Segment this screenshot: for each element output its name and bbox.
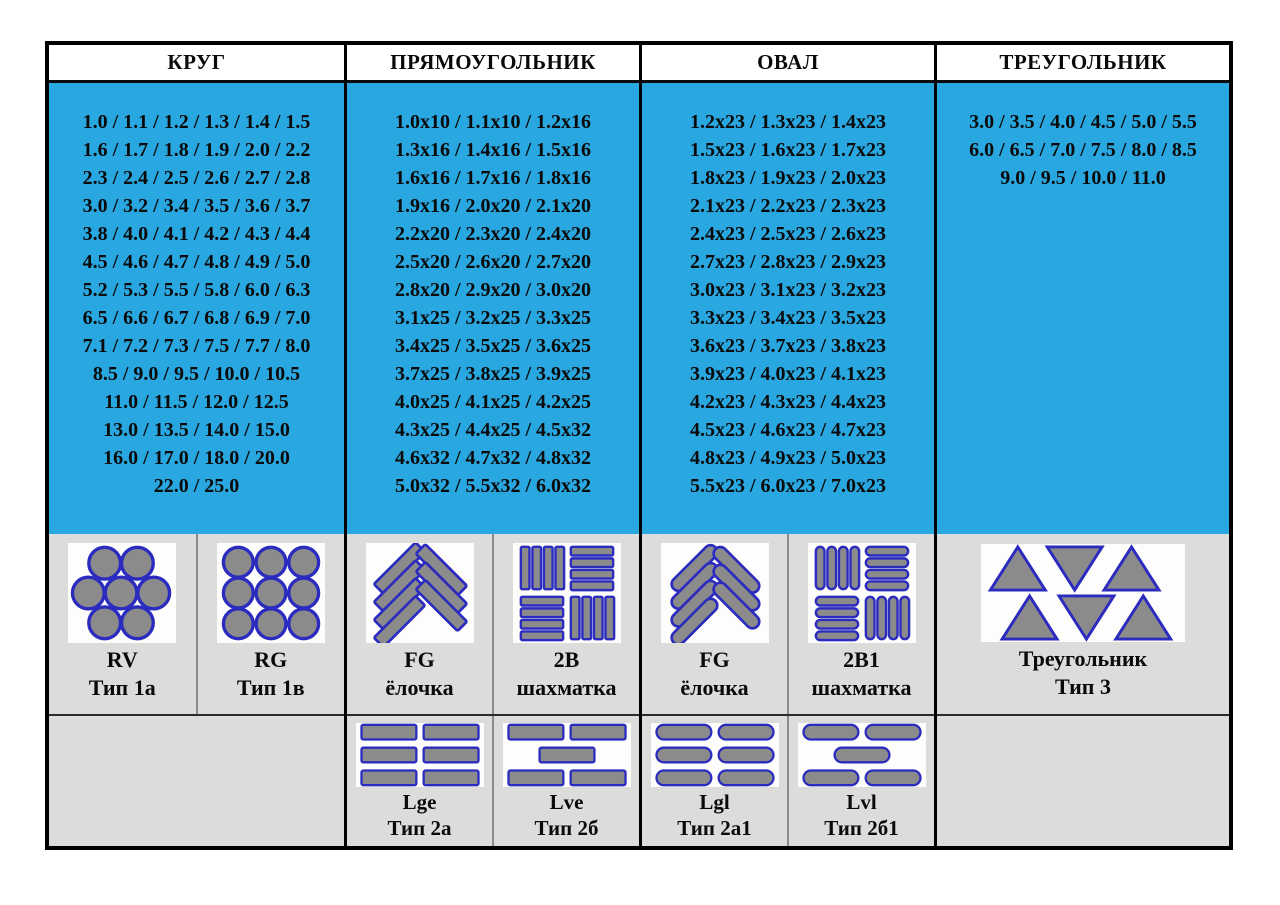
- size-line: 5.2 / 5.3 / 5.5 / 5.8 / 6.0 / 6.3: [82, 279, 311, 301]
- size-line: 2.1x23 / 2.2x23 / 2.3x23: [689, 195, 887, 217]
- column-header-triangle: ТРЕУГОЛЬНИК: [937, 45, 1229, 83]
- column-header-rectangle: ПРЯМОУГОЛЬНИК: [347, 45, 639, 83]
- pattern-type: Тип 1а: [88, 675, 156, 700]
- sizes-list-oval: [642, 83, 934, 534]
- pattern-type: Тип 2а1: [677, 816, 752, 840]
- stacked-bars-icon: [356, 723, 484, 787]
- column-triangle: [934, 45, 1229, 846]
- pattern-row2-circle-empty: [49, 716, 344, 846]
- size-line: 2.8x20 / 2.9x20 / 3.0x20: [394, 279, 592, 301]
- basketweave-icon: [513, 543, 621, 643]
- size-line: 3.4x25 / 3.5x25 / 3.6x25: [394, 335, 592, 357]
- shapes-patterns-table: [45, 41, 1233, 850]
- size-line: 4.6x32 / 4.7x32 / 4.8x32: [394, 447, 592, 469]
- basketweave-rounded-icon: [808, 543, 916, 643]
- staggered-bars-icon: [503, 723, 631, 787]
- size-line: 6.5 / 6.6 / 6.7 / 6.8 / 6.9 / 7.0: [82, 307, 311, 329]
- size-line: 3.7x25 / 3.8x25 / 3.9x25: [394, 363, 592, 385]
- pattern-code: Треугольник: [1018, 646, 1148, 671]
- sizes-list-triangle: [937, 83, 1229, 534]
- size-line: 1.3x16 / 1.4x16 / 1.5x16: [394, 139, 592, 161]
- size-line: 3.9x23 / 4.0x23 / 4.1x23: [689, 363, 887, 385]
- pattern-type: Тип 2а: [387, 816, 452, 840]
- size-line: 9.0 / 9.5 / 10.0 / 11.0: [1000, 167, 1166, 189]
- size-line: 16.0 / 17.0 / 18.0 / 20.0: [103, 447, 290, 469]
- triangles-icon: [981, 544, 1185, 642]
- pattern-code: RV: [106, 647, 138, 672]
- size-line: 7.1 / 7.2 / 7.3 / 7.5 / 7.7 / 8.0: [82, 335, 311, 357]
- size-line: 2.4x23 / 2.5x23 / 2.6x23: [689, 223, 887, 245]
- pattern-cell-2v1: [787, 534, 934, 714]
- size-line: 3.0 / 3.5 / 4.0 / 4.5 / 5.0 / 5.5: [969, 111, 1197, 133]
- size-line: 1.8x23 / 1.9x23 / 2.0x23: [689, 167, 887, 189]
- pattern-type: ёлочка: [385, 675, 454, 700]
- size-line: 11.0 / 11.5 / 12.0 / 12.5: [104, 391, 289, 413]
- size-line: 4.8x23 / 4.9x23 / 5.0x23: [689, 447, 887, 469]
- pattern-cell-lve: [492, 716, 639, 846]
- staggered-pills-icon: [798, 723, 926, 787]
- pattern-code: 2В: [553, 647, 580, 672]
- column-circle: [49, 45, 344, 846]
- pattern-code: RG: [254, 647, 288, 672]
- pattern-code: Lge: [402, 790, 437, 814]
- column-oval: [639, 45, 934, 846]
- pattern-type: Тип 2б: [534, 816, 599, 840]
- size-line: 4.0x25 / 4.1x25 / 4.2x25: [394, 391, 592, 413]
- pattern-cell-triangle-type3: [937, 534, 1229, 714]
- pattern-type: шахматка: [811, 675, 912, 700]
- size-line: 3.1x25 / 3.2x25 / 3.3x25: [394, 307, 592, 329]
- nine-circles-icon: [217, 543, 325, 643]
- pattern-code: Lgl: [699, 790, 730, 814]
- pattern-type: Тип 3: [1055, 674, 1111, 699]
- column-rectangle: [344, 45, 639, 846]
- size-line: 3.0x23 / 3.1x23 / 3.2x23: [689, 279, 887, 301]
- pattern-cell-lvl: [787, 716, 934, 846]
- size-line: 1.0x10 / 1.1x10 / 1.2x16: [394, 111, 592, 133]
- pattern-cell-rv: [49, 534, 196, 714]
- pattern-row2-triangle-empty: [937, 716, 1229, 846]
- pattern-row1-triangle: [937, 534, 1229, 716]
- size-line: 2.3 / 2.4 / 2.5 / 2.6 / 2.7 / 2.8: [82, 167, 311, 189]
- pattern-code: FG: [404, 647, 435, 672]
- herringbone-rounded-icon: [661, 543, 769, 643]
- pattern-cell-2v: [492, 534, 639, 714]
- size-line: 5.0x32 / 5.5x32 / 6.0x32: [394, 475, 592, 497]
- size-line: 8.5 / 9.0 / 9.5 / 10.0 / 10.5: [92, 363, 301, 385]
- size-line: 4.5 / 4.6 / 4.7 / 4.8 / 4.9 / 5.0: [82, 251, 311, 273]
- pattern-row1-rectangle: [347, 534, 639, 716]
- pattern-type: Тип 2б1: [824, 816, 899, 840]
- size-line: 4.3x25 / 4.4x25 / 4.5x32: [394, 419, 592, 441]
- pattern-cell-rg: [196, 534, 345, 714]
- size-line: 3.0 / 3.2 / 3.4 / 3.5 / 3.6 / 3.7: [82, 195, 311, 217]
- pattern-row2-oval: [642, 716, 934, 846]
- pattern-type: шахматка: [516, 675, 617, 700]
- size-line: 1.6x16 / 1.7x16 / 1.8x16: [394, 167, 592, 189]
- column-header-oval: ОВАЛ: [642, 45, 934, 83]
- column-header-circle: КРУГ: [49, 45, 344, 83]
- size-line: 2.7x23 / 2.8x23 / 2.9x23: [689, 251, 887, 273]
- size-line: 2.5x20 / 2.6x20 / 2.7x20: [394, 251, 592, 273]
- pattern-cell-lgl: [642, 716, 787, 846]
- size-line: 3.3x23 / 3.4x23 / 3.5x23: [689, 307, 887, 329]
- sizes-list-rectangle: [347, 83, 639, 534]
- size-line: 2.2x20 / 2.3x20 / 2.4x20: [394, 223, 592, 245]
- pattern-row2-rectangle: [347, 716, 639, 846]
- pattern-type: Тип 1в: [236, 675, 305, 700]
- size-line: 6.0 / 6.5 / 7.0 / 7.5 / 8.0 / 8.5: [969, 139, 1197, 161]
- pattern-code: 2В1: [843, 647, 880, 672]
- size-line: 1.0 / 1.1 / 1.2 / 1.3 / 1.4 / 1.5: [82, 111, 311, 133]
- pattern-code: Lve: [549, 790, 584, 814]
- pattern-cell-lge: [347, 716, 492, 846]
- size-line: 13.0 / 13.5 / 14.0 / 15.0: [103, 419, 290, 441]
- size-line: 4.5x23 / 4.6x23 / 4.7x23: [689, 419, 887, 441]
- herringbone-icon: [366, 543, 474, 643]
- size-line: 4.2x23 / 4.3x23 / 4.4x23: [689, 391, 887, 413]
- pattern-type: ёлочка: [680, 675, 749, 700]
- size-line: 1.2x23 / 1.3x23 / 1.4x23: [689, 111, 887, 133]
- pattern-row1-circle: [49, 534, 344, 716]
- pattern-cell-fg: [347, 534, 492, 714]
- seven-circles-icon: [68, 543, 176, 643]
- size-line: 3.8 / 4.0 / 4.1 / 4.2 / 4.3 / 4.4: [82, 223, 311, 245]
- size-line: 1.5x23 / 1.6x23 / 1.7x23: [689, 139, 887, 161]
- pattern-code: FG: [699, 647, 730, 672]
- stacked-pills-icon: [651, 723, 779, 787]
- sizes-list-circle: [49, 83, 344, 534]
- size-line: 1.6 / 1.7 / 1.8 / 1.9 / 2.0 / 2.2: [82, 139, 311, 161]
- pattern-cell-fg-oval: [642, 534, 787, 714]
- pattern-code: Lvl: [846, 790, 877, 814]
- size-line: 22.0 / 25.0: [153, 475, 240, 497]
- size-line: 5.5x23 / 6.0x23 / 7.0x23: [689, 475, 887, 497]
- size-line: 3.6x23 / 3.7x23 / 3.8x23: [689, 335, 887, 357]
- pattern-row1-oval: [642, 534, 934, 716]
- size-line: 1.9x16 / 2.0x20 / 2.1x20: [394, 195, 592, 217]
